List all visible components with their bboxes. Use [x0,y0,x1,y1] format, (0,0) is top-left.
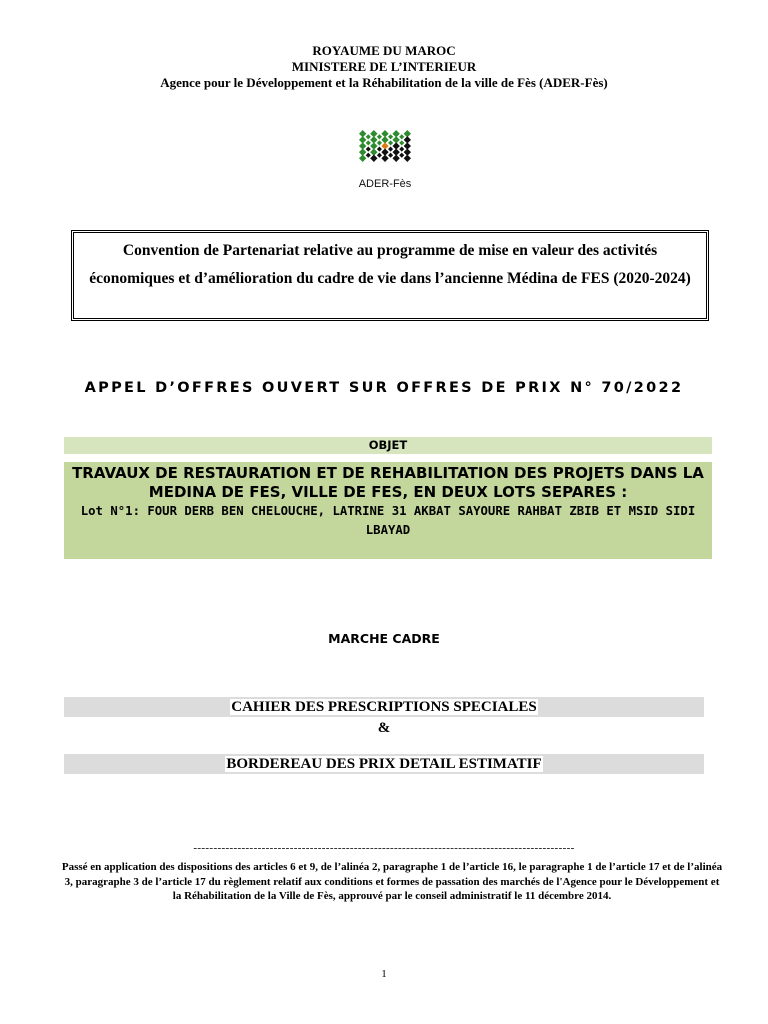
bordereau-bar [64,754,704,774]
logo-diamond-small [388,153,393,158]
page-number: 1 [381,968,387,980]
document-header [0,43,768,91]
header-ministry: MINISTERE DE L’INTERIEUR [291,59,477,74]
logo-diamond-grid-icon [349,116,421,178]
logo-diamond-small [388,134,393,139]
logo-diamond-small [399,153,404,158]
appel-offres-title: APPEL D’OFFRES OUVERT SUR OFFRES DE PRIX N° 70/2022 [84,380,684,396]
cahier-bar [64,697,704,717]
cahier-title: CAHIER DES PRESCRIPTIONS SPECIALES [231,699,537,715]
logo-diamond [392,155,399,162]
logo-diamond-small [399,147,404,152]
objet-lot: Lot N°1: FOUR DERB BEN CHELOUCHE, LATRINE 31 AKBAT SAYOURE RAHBAT ZBIB ET MSID SIDI LBAYAD [80,504,696,537]
footer-separator: ----------------------------------------------------------------------------------------------- [193,842,575,854]
convention-text: Convention de Partenariat relative au programme de mise en valeur des activités économiques et d’amélioration du cadre de vie dans l’ancienne Médina de FES (2020-2024) [89,242,691,287]
logo-diamond [359,155,366,162]
logo-diamond-small [388,140,393,145]
logo-label: ADER-Fès [358,178,412,190]
objet-label: OBJET [64,437,712,454]
logo-diamond-small [366,147,371,152]
ampersand: & [377,720,391,736]
logo-diamond-small [377,140,382,145]
logo-diamond-small [366,140,371,145]
marche-cadre-label: MARCHE CADRE [328,631,440,646]
legal-footnote: Passé en application des dispositions des articles 6 et 9, de l’alinéa 2, paragraphe 1 de l’article 16, le paragraphe 1 de l’article 17 et de l’alinéa 3, paragraphe 3 de l’article 17 du règlement relatif aux conditions et formes de passation des marchés de l'Agence pour le Développement et la Réhabilitation de la Ville de Fès, approuvé par le conseil administratif le 11 décembre 2014. [61,861,723,903]
logo-diamond-small [399,134,404,139]
logo-diamond [404,155,411,162]
logo-diamond-small [388,147,393,152]
bordereau-title: BORDEREAU DES PRIX DETAIL ESTIMATIF [226,756,542,772]
logo-diamond-small [366,153,371,158]
logo-diamond-small [377,134,382,139]
objet-title: TRAVAUX DE RESTAURATION ET DE REHABILITATION DES PROJETS DANS LA MEDINA DE FES, VILLE DE FES, EN DEUX LOTS SEPARES : [72,464,704,501]
logo-diamond [381,155,388,162]
objet-description-box [64,462,712,559]
ader-fes-logo [349,116,421,196]
logo-diamond-small [377,153,382,158]
header-agency: Agence pour le Développement et la Réhabilitation de la ville de Fès (ADER-Fès) [160,75,608,90]
logo-diamond-small [377,147,382,152]
header-kingdom: ROYAUME DU MAROC [312,43,456,58]
logo-diamond-small [366,134,371,139]
convention-box [71,230,709,321]
logo-diamond-small [399,140,404,145]
logo-diamond [370,155,377,162]
